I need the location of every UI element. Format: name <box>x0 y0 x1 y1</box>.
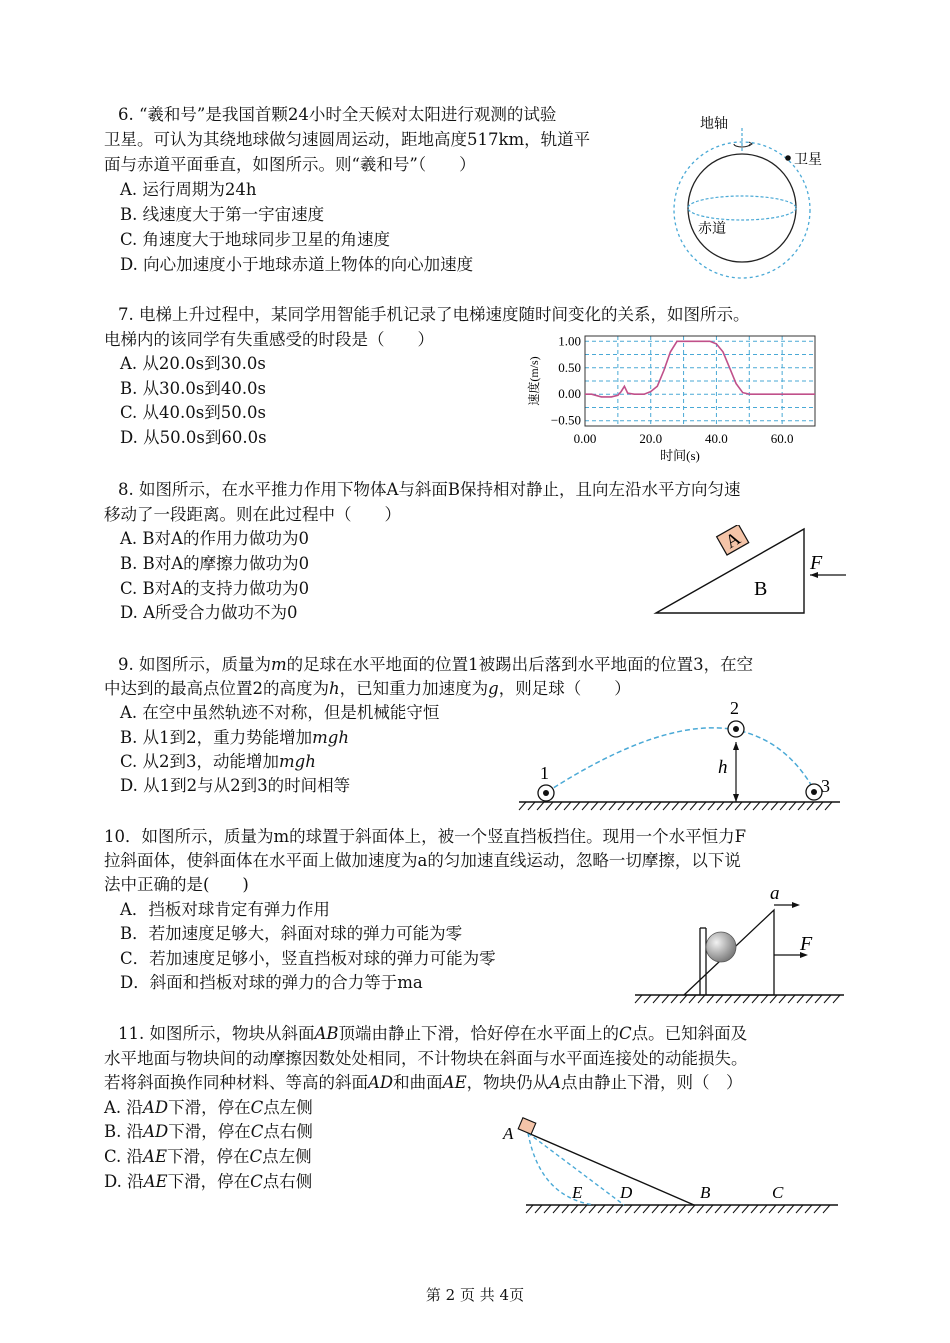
q6-option-b: B. 线速度大于第一宇宙速度 <box>120 205 325 224</box>
q10-line-1: 10．如图所示，质量为m的球置于斜面体上，被一个竖直挡板挡住。现用一个水平恒力F <box>104 827 747 846</box>
q10-ball-incline-figure <box>632 880 847 1005</box>
q7-option-d: D. 从50.0s到60.0s <box>120 428 267 447</box>
q8-incline-label: B <box>754 578 768 600</box>
q10-force-label: F <box>800 933 813 955</box>
ball-2 <box>728 721 744 737</box>
q11-option-d: D. 沿AE下滑，停在C点右侧 <box>104 1172 313 1191</box>
chart-ylabel: 速度(m/s) <box>527 356 541 406</box>
q8-option-b: B. B对A的摩擦力做功为0 <box>120 554 310 573</box>
chart-x-tick-label: 20.0 <box>639 431 663 446</box>
q9-pos-3-label: 3 <box>821 776 830 796</box>
q9-option-c: C. 从2到3，动能增加mgh <box>120 752 316 771</box>
q6-axis-label: 地轴 <box>700 117 728 132</box>
q8-option-c: C. B对A的支持力做功为0 <box>120 579 310 598</box>
q6-earth-orbit-figure <box>660 108 830 288</box>
q10-line-3: 法中正确的是( ) <box>104 875 249 894</box>
trajectory-dashed <box>547 728 813 792</box>
ball-3 <box>806 784 822 800</box>
q6-satellite-label: 卫星 <box>794 153 822 168</box>
q9-pos-1-label: 1 <box>540 763 549 783</box>
q9-line-1: 9. 如图所示，质量为m的足球在水平地面的位置1被踢出后落到水平地面的位置3，在空 <box>118 655 754 674</box>
satellite-dot <box>785 155 791 161</box>
q6-option-c: C. 角速度大于地球同步卫星的角速度 <box>120 230 391 249</box>
q7-line-2: 电梯内的该同学有失重感受的时段是（ ） <box>104 330 434 349</box>
q8-line-2: 移动了一段距离。则在此过程中（ ） <box>104 505 401 524</box>
page-footer: 第 2 页 共 4页 <box>425 1286 525 1304</box>
q11-line-2: 水平地面与物块间的动摩擦因数处处相同，不计物块在斜面与水平面连接处的动能损失。 <box>104 1049 748 1068</box>
chart-y-tick-label: −0.50 <box>550 412 581 428</box>
chart-y-tick-label: 0.00 <box>558 386 581 402</box>
q6-line-3: 面与赤道平面垂直，如图所示。则“羲和号”（ ） <box>104 155 476 174</box>
q11-point-a: A <box>503 1124 514 1143</box>
q9-option-b: B. 从1到2，重力势能增加mgh <box>120 728 349 747</box>
q7-option-c: C. 从40.0s到50.0s <box>120 403 266 422</box>
q11-line-3: 若将斜面换作同种材料、等高的斜面AD和曲面AE，物块仍从A点由静止下滑，则（ ） <box>104 1073 743 1092</box>
q10-option-c: C．若加速度足够小，竖直挡板对球的弹力可能为零 <box>120 949 496 968</box>
q11-point-b: B <box>700 1183 711 1202</box>
q10-option-a: A．挡板对球肯定有弹力作用 <box>120 900 330 919</box>
q11-option-c: C. 沿AE下滑，停在C点左侧 <box>104 1147 312 1166</box>
chart-y-tick-label: 0.50 <box>558 359 581 375</box>
chart-x-tick-label: 60.0 <box>770 431 794 446</box>
q9-line-2: 中达到的最高点位置2的高度为h，已知重力加速度为g，则足球（ ） <box>104 679 631 698</box>
q9-football-trajectory-figure <box>515 698 845 816</box>
q7-option-b: B. 从30.0s到40.0s <box>120 379 267 398</box>
q8-force-label: F <box>810 552 823 574</box>
q11-slope-figure <box>498 1115 843 1220</box>
q8-incline-figure <box>650 525 850 617</box>
q7-line-1: 7. 电梯上升过程中，某同学用智能手机记录了电梯速度随时间变化的关系，如图所示。 <box>118 305 750 324</box>
q11-option-b: B. 沿AD下滑，停在C点右侧 <box>104 1122 313 1141</box>
q9-option-d: D. 从1到2与从2到3的时间相等 <box>120 776 351 795</box>
chart-y-tick-label: 1.00 <box>558 333 581 349</box>
q11-option-a: A. 沿AD下滑，停在C点左侧 <box>104 1098 313 1117</box>
q10-accel-label: a <box>770 883 780 904</box>
ball <box>706 932 736 962</box>
q8-block-label: A <box>722 528 745 554</box>
q9-option-a: A. 在空中虽然轨迹不对称，但是机械能守恒 <box>120 703 440 722</box>
q9-pos-2-label: 2 <box>730 698 739 718</box>
q11-point-e: E <box>572 1183 583 1202</box>
q11-point-c: C <box>772 1183 784 1202</box>
chart-xlabel: 时间(s) <box>660 448 700 463</box>
ball-1 <box>538 785 554 801</box>
q8-option-d: D. A所受合力做功不为0 <box>120 603 298 622</box>
curve-ae <box>528 1133 594 1205</box>
q8-option-a: A. B对A的作用力做功为0 <box>120 529 309 548</box>
q7-velocity-time-chart <box>520 328 820 463</box>
block <box>518 1118 536 1135</box>
q7-option-a: A. 从20.0s到30.0s <box>120 354 266 373</box>
q6-option-d: D. 向心加速度小于地球赤道上物体的向心加速度 <box>120 255 474 274</box>
chart-x-tick-label: 0.00 <box>573 431 597 446</box>
q8-line-1: 8. 如图所示，在水平推力作用下物体A与斜面B保持相对静止，且向左沿水平方向匀速 <box>118 480 741 499</box>
q9-height-label: h <box>718 757 728 778</box>
q10-line-2: 拉斜面体，使斜面体在水平面上做加速度为a的匀加速直线运动，忽略一切摩擦，以下说 <box>104 851 741 870</box>
q11-line-1: 11. 如图所示，物块从斜面AB顶端由静止下滑，恰好停在水平面上的C点。已知斜面及 <box>118 1024 748 1043</box>
chart-x-tick-label: 40.0 <box>705 431 728 446</box>
q11-point-d: D <box>620 1183 633 1202</box>
q6-line-1: 6. “羲和号”是我国首颗24小时全天候对太阳进行观测的试验 <box>118 105 557 124</box>
q10-option-b: B．若加速度足够大，斜面对球的弹力可能为零 <box>120 924 463 943</box>
chart-series-line <box>585 341 815 397</box>
q6-option-a: A. 运行周期为24h <box>120 180 257 199</box>
q6-line-2: 卫星。可认为其绕地球做匀速圆周运动，距地高度517km，轨道平 <box>104 130 591 149</box>
q6-equator-label: 赤道 <box>698 222 726 237</box>
q10-option-d: D．斜面和挡板对球的弹力的合力等于ma <box>120 973 423 992</box>
slope-ab <box>528 1133 694 1205</box>
